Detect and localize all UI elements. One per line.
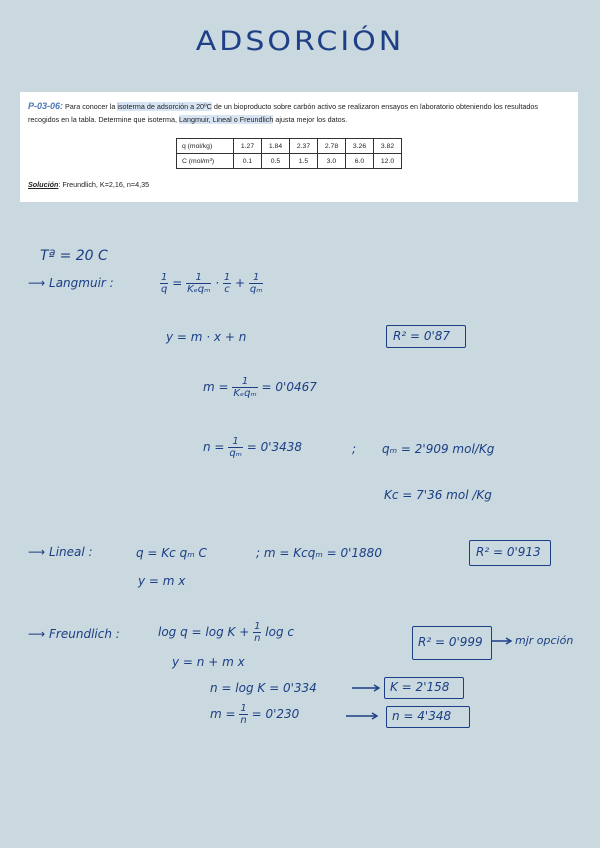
- problem-text-1: Para conocer la: [63, 102, 118, 111]
- table-cell: 1.5: [290, 154, 318, 169]
- langmuir-r2: R² = 0'87: [393, 329, 451, 343]
- lineal-r2: R² = 0'913: [476, 545, 541, 559]
- arrow-icon: [492, 637, 514, 645]
- freundlich-k: K = 2'158: [390, 680, 450, 694]
- table-row: [177, 139, 402, 154]
- row-header-q: q (mol/kg): [177, 139, 234, 154]
- qm-value: qₘ = 2'909 mol/Kg: [382, 442, 495, 456]
- table-cell: 0.1: [234, 154, 262, 169]
- langmuir-equation: $\frac{1}{q}$ = $\frac{1}{\text{Kₑqₘ}}$ · $\frac{1}{c}$ + $\frac{1}{\text{qₘ}}$: [161, 272, 263, 295]
- table-row: [177, 154, 402, 169]
- freundlich-label: ⟶ Freundlich :: [28, 627, 120, 641]
- n-expression: n = $\frac{1}{\text{qₘ}}$ = 0'3438: [203, 436, 303, 459]
- temperature-note: Tª = 20 C: [40, 248, 108, 264]
- page-title: ADSORCIÓN: [195, 25, 405, 58]
- problem-statement: [28, 100, 570, 126]
- solution-label: Solución: [28, 180, 59, 189]
- fraction: $\frac{1}{\text{qₘ}}$: [249, 272, 263, 295]
- table-cell: 1.27: [234, 139, 262, 154]
- problem-text-3: ajusta mejor los datos.: [273, 115, 348, 124]
- row-header-c: C (mol/m³): [177, 154, 234, 169]
- fraction: $\frac{1}{\text{Kₑqₘ}}$: [233, 376, 257, 399]
- fraction: $\frac{1}{c}$: [223, 272, 231, 295]
- problem-text-2: de un bioproducto sobre carbón activo se realizaron ensayos en laboratorio obteniendo los resultados recogidos en la tabla. Determine que isoterma,: [28, 102, 538, 124]
- table-cell: 3.26: [346, 139, 374, 154]
- table-cell: 6.0: [346, 154, 374, 169]
- fraction: $\frac{1}{n}$: [254, 621, 261, 644]
- freundlich-m-expression: m = $\frac{1}{n}$ = 0'230: [210, 703, 300, 726]
- table-cell: 0.5: [262, 154, 290, 169]
- kc-value: Kc = 7'36 mol /Kg: [384, 488, 492, 502]
- fraction: $\frac{1}{n}$: [240, 703, 247, 726]
- freundlich-n: n = 4'348: [392, 709, 452, 723]
- fraction: $\frac{1}{\text{Kₑqₘ}}$: [187, 272, 211, 295]
- table-cell: 2.78: [318, 139, 346, 154]
- lineal-label: ⟶ Lineal :: [28, 545, 93, 559]
- problem-card: [20, 92, 578, 202]
- fraction: $\frac{1}{\text{qₘ}}$: [229, 436, 242, 459]
- data-table: [176, 138, 402, 169]
- freundlich-equation: log q = log K + $\frac{1}{n}$ log c: [158, 621, 295, 644]
- langmuir-label: ⟶ Langmuir :: [28, 276, 114, 290]
- freundlich-linear-form: y = n + m x: [172, 655, 245, 669]
- arrow-icon: [352, 684, 382, 692]
- fraction: $\frac{1}{q}$: [161, 272, 168, 295]
- table-cell: 3.82: [374, 139, 402, 154]
- freundlich-n-line: n = log K = 0'334: [210, 681, 317, 695]
- best-option-note: mjr opción: [515, 634, 574, 647]
- table-cell: 2.37: [290, 139, 318, 154]
- table-cell: 12.0: [374, 154, 402, 169]
- table-cell: 3.0: [318, 154, 346, 169]
- freundlich-r2: R² = 0'999: [418, 635, 483, 649]
- solution-line: [28, 178, 149, 191]
- lineal-equation: q = Kc qₘ C: [136, 546, 207, 560]
- lineal-m: ; m = Kcqₘ = 0'1880: [256, 546, 382, 560]
- separator: ;: [352, 442, 357, 456]
- m-expression: m = $\frac{1}{\text{Kₑqₘ}}$ = 0'0467: [203, 376, 317, 399]
- langmuir-linear-form: y = m · x + n: [166, 330, 247, 344]
- solution-text: : Freundlich, K=2,16, n=4,35: [58, 180, 150, 189]
- highlight-isoterm: isoterma de adsorción a 20ºC: [117, 102, 212, 111]
- problem-code: P-03-06:: [28, 101, 64, 111]
- arrow-icon: [346, 712, 380, 720]
- highlight-models: Langmuir, Lineal o Freundlich: [179, 115, 274, 124]
- table-cell: 1.84: [262, 139, 290, 154]
- lineal-linear-form: y = m x: [138, 574, 186, 588]
